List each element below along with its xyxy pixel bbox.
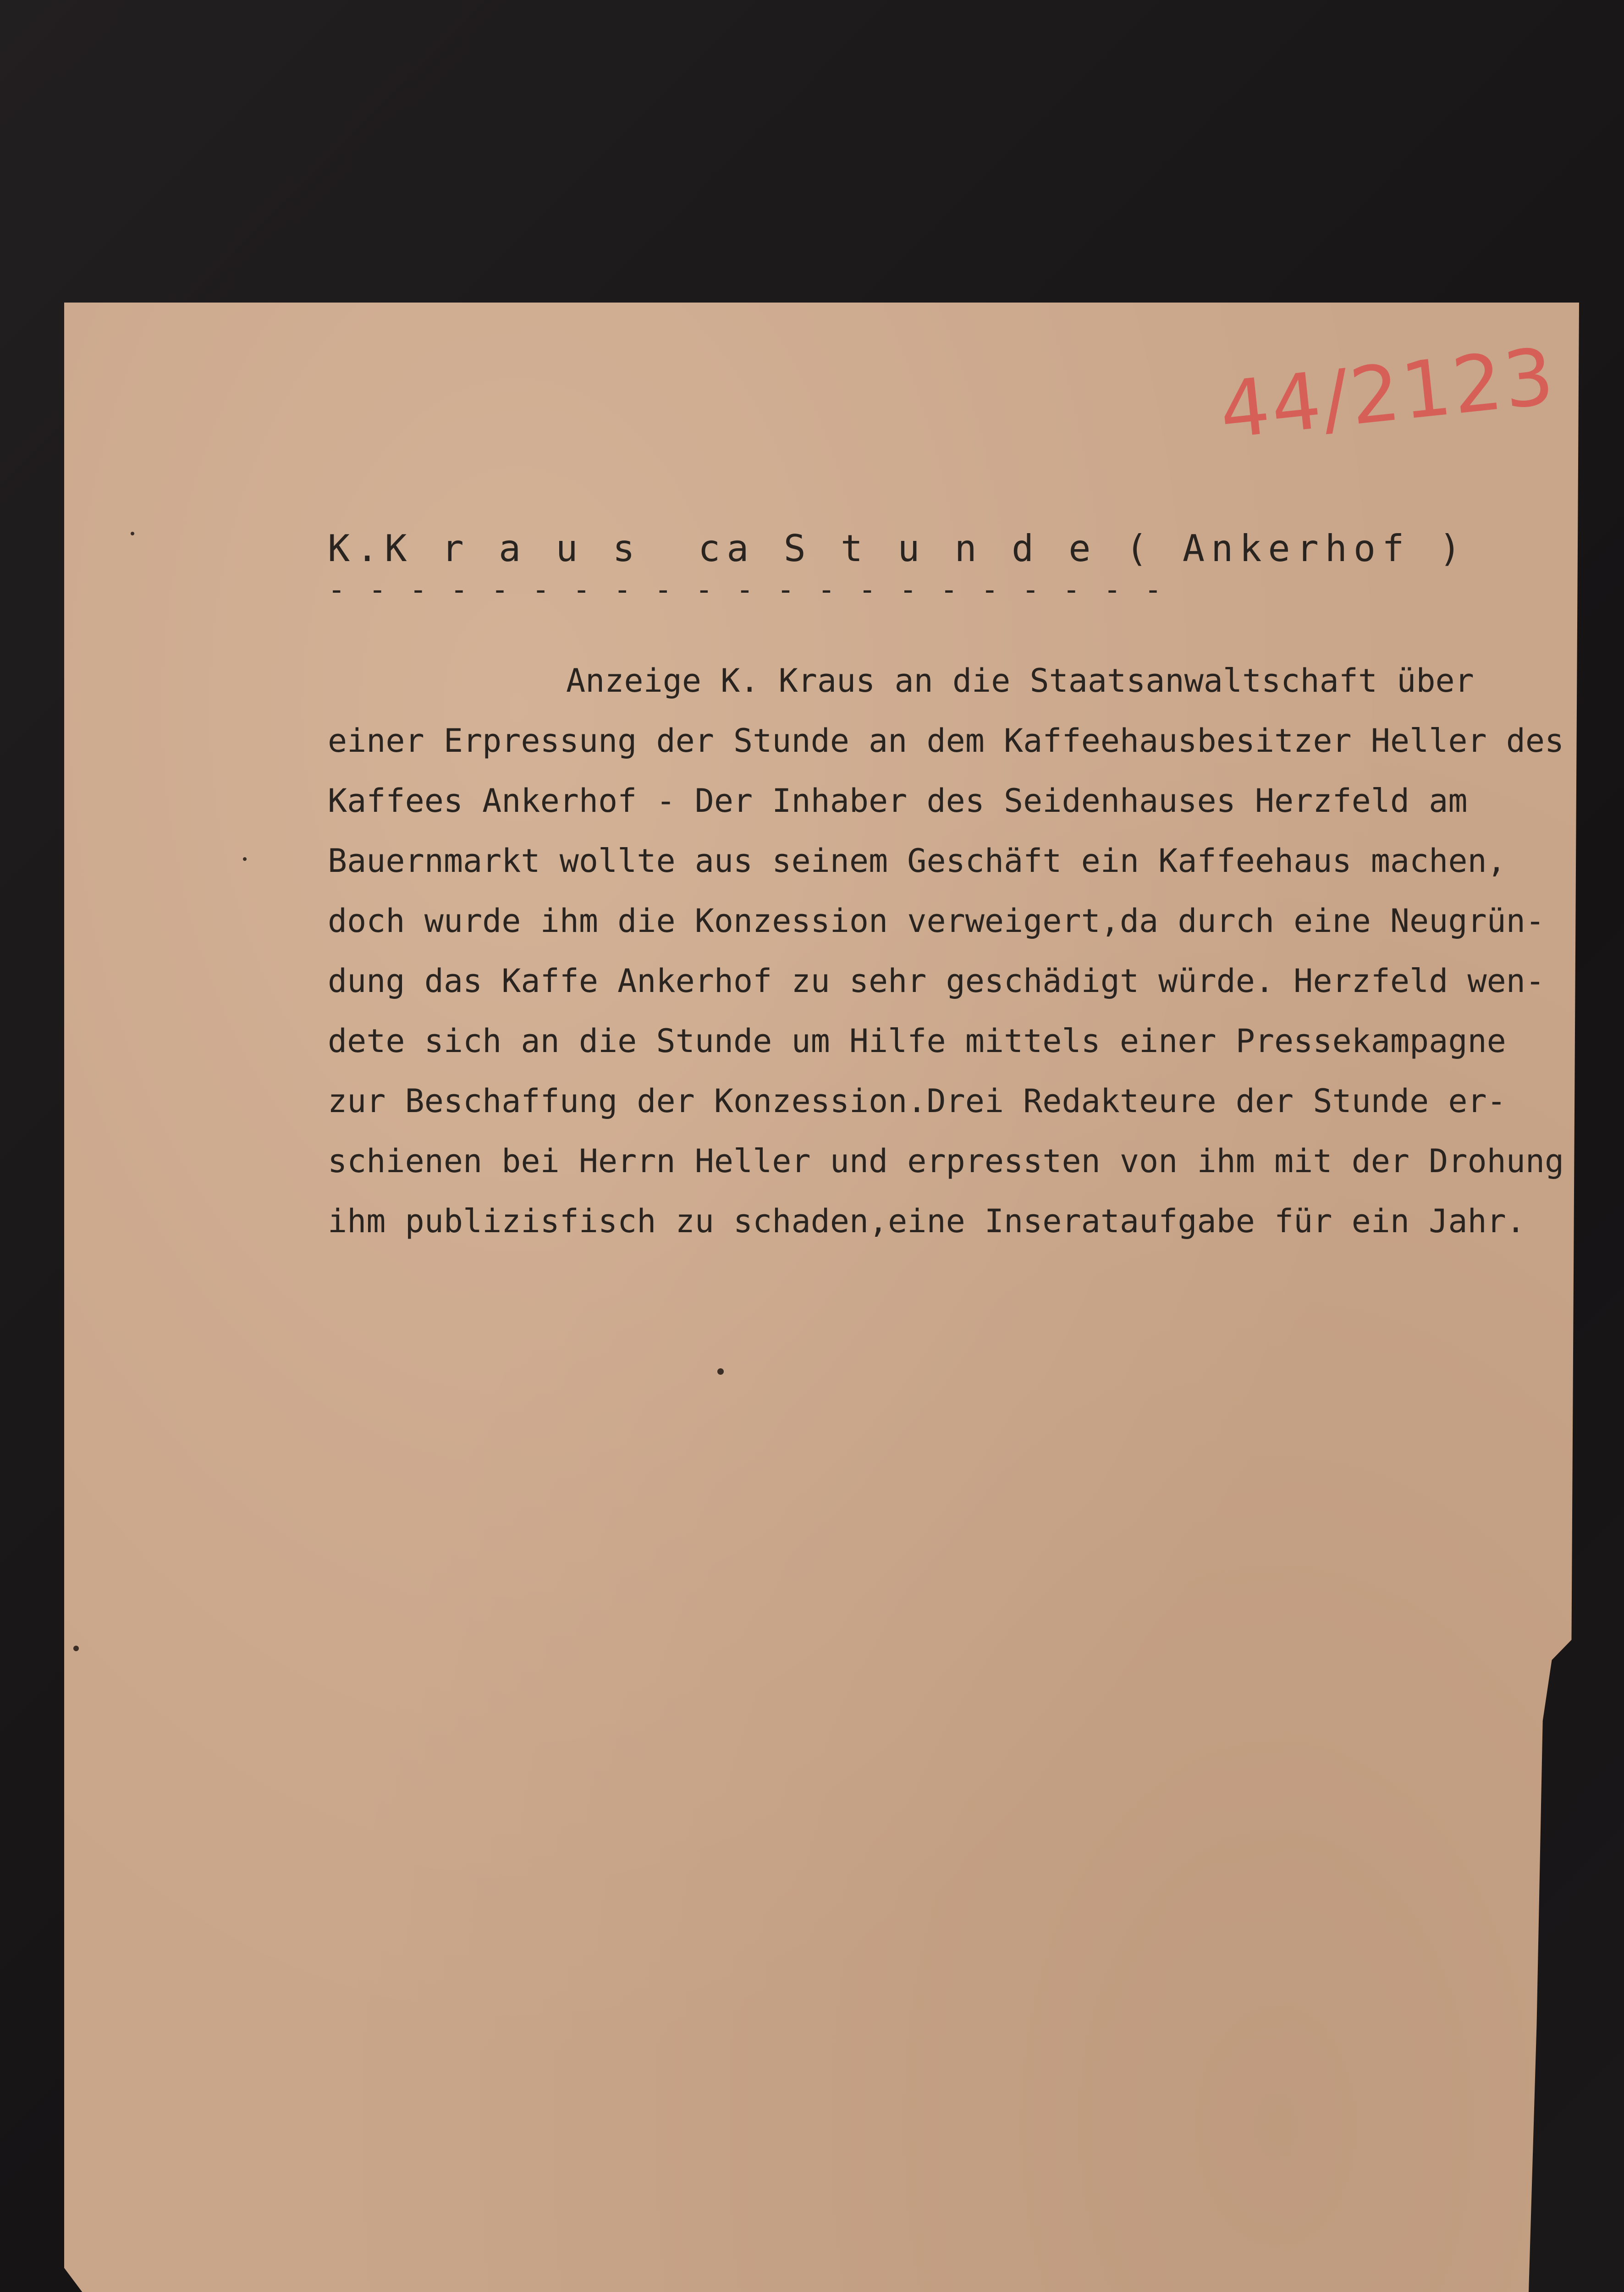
- body-line: Bauernmarkt wollte aus seinem Geschäft ein Kaffeehaus machen,: [328, 842, 1506, 880]
- paper-speck: [73, 1646, 79, 1651]
- body-line: Anzeige K. Kraus an die Staatsanwaltschaft über: [566, 662, 1474, 700]
- body-line: doch wurde ihm die Konzession verweigert,da durch eine Neugrün-: [328, 902, 1545, 940]
- paper-speck: [243, 857, 247, 861]
- body-line: einer Erpressung der Stunde an dem Kaffeehausbesitzer Heller des: [328, 722, 1564, 760]
- body-line: Kaffees Ankerhof - Der Inhaber des Seidenhauses Herzfeld am: [328, 782, 1468, 820]
- archive-number-handwritten: 44/2123: [1215, 331, 1560, 457]
- document-title: K.K r a u s ca S t u n d e ( Ankerhof ): [328, 527, 1468, 570]
- body-line: dete sich an die Stunde um Hilfe mittels einer Pressekampagne: [328, 1022, 1506, 1060]
- body-line: ihm publizisfisch zu schaden,eine Inserataufgabe für ein Jahr.: [328, 1202, 1525, 1240]
- paper-speck: [717, 1368, 724, 1375]
- body-line: schienen bei Herrn Heller und erpressten von ihm mit der Drohung: [328, 1142, 1564, 1180]
- document-body: [328, 651, 1564, 1251]
- body-line: zur Beschaffung der Konzession.Drei Redakteure der Stunde er-: [328, 1082, 1506, 1120]
- body-line: dung das Kaffe Ankerhof zu sehr geschädigt würde. Herzfeld wen-: [328, 962, 1545, 1000]
- paper-speck: [131, 532, 134, 535]
- title-underline: - - - - - - - - - - - - - - - - - - - - -: [328, 573, 1165, 607]
